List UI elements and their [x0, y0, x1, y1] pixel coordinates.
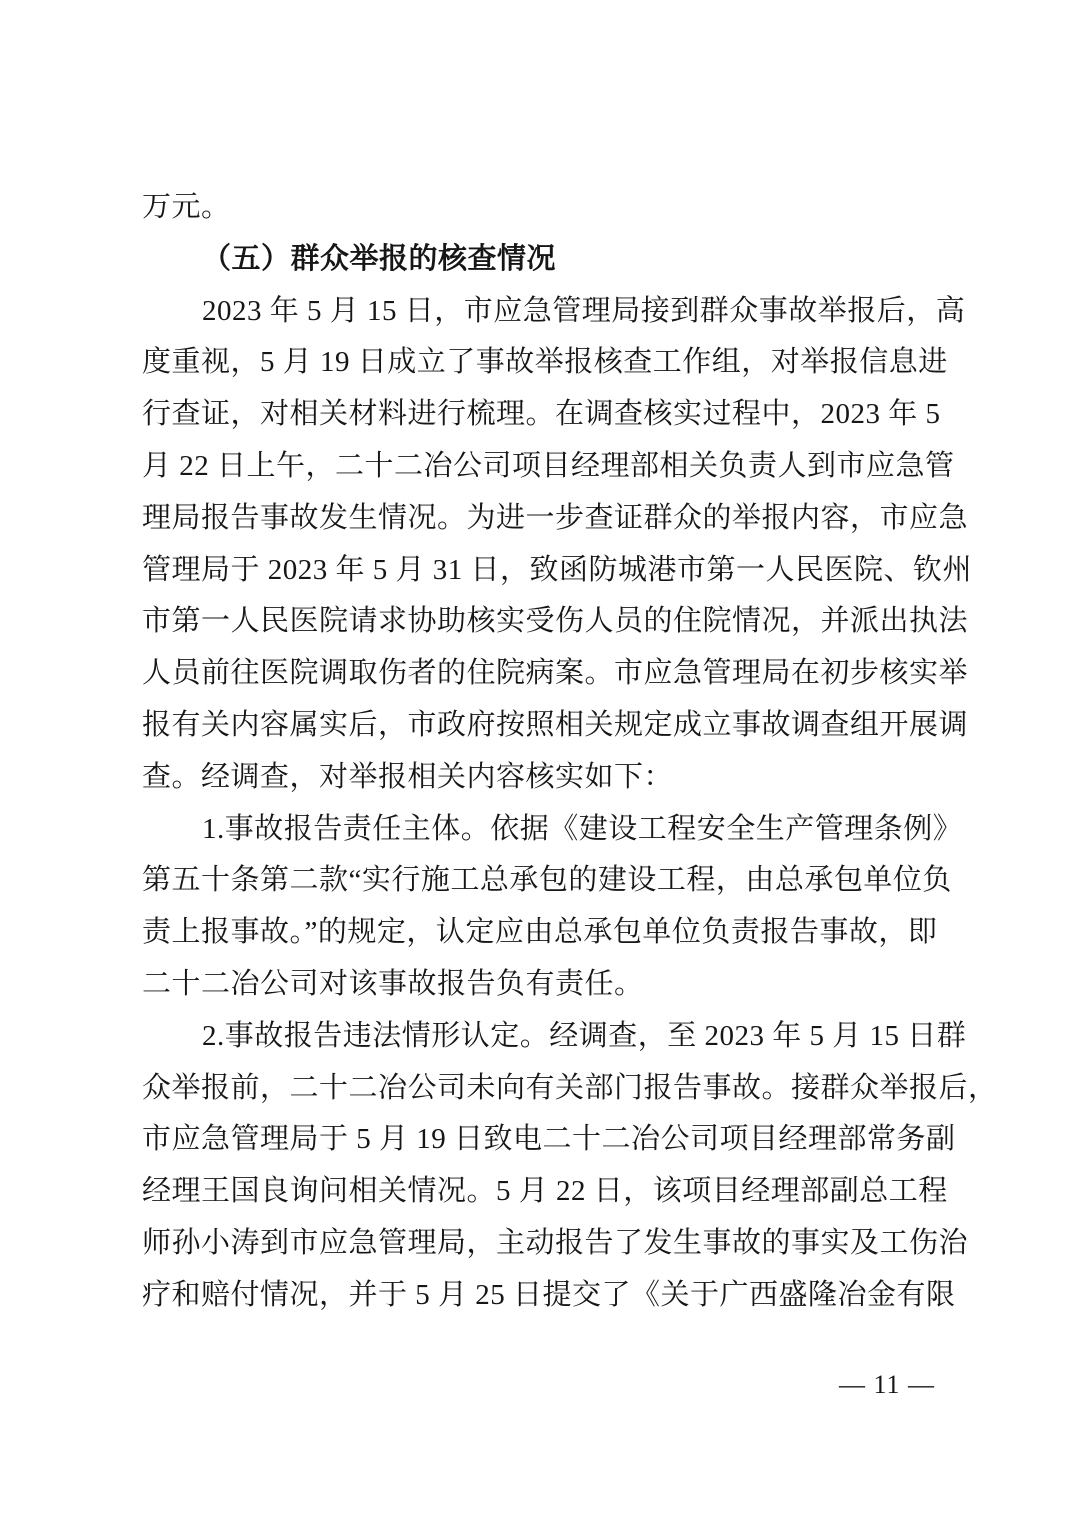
text-line: 师孙小涛到市应急管理局，主动报告了发生事故的事实及工伤治 [142, 1226, 969, 1259]
page-number: — 11 — [838, 1370, 935, 1399]
text-line: 市第一人民医院请求协助核实受伤人员的住院情况，并派出执法 [142, 605, 969, 638]
text-line: 经理王国良询问相关情况。5 月 22 日，该项目经理部副总工程 [142, 1175, 948, 1208]
text-line: 市应急管理局于 5 月 19 日致电二十二冶公司项目经理部常务副 [142, 1123, 956, 1156]
text-line: 万元。 [142, 191, 231, 223]
text-line: 第五十条第二款“实行施工总承包的建设工程，由总承包单位负 [142, 864, 952, 897]
text-line: 人员前往医院调取伤者的住院病案。市应急管理局在初步核实举 [142, 657, 969, 690]
text-line: 查。经调查，对举报相关内容核实如下： [142, 760, 674, 793]
text-line: 理局报告事故发生情况。为进一步查证群众的举报内容，市应急 [142, 501, 969, 534]
section-heading: （五）群众举报的核查情况 [202, 242, 557, 275]
text-line: 管理局于 2023 年 5 月 31 日，致函防城港市第一人民医院、钦州 [142, 553, 973, 586]
text-line: 月 22 日上午，二十二冶公司项目经理部相关负责人到市应急管 [142, 449, 955, 482]
document-body [142, 182, 998, 1322]
text-line: 二十二冶公司对该事故报告负有责任。 [142, 967, 644, 1000]
text-line: 报有关内容属实后，市政府按照相关规定成立事故调查组开展调 [142, 708, 969, 741]
text-line: 疗和赔付情况，并于 5 月 25 日提交了《关于广西盛隆冶金有限 [142, 1278, 956, 1311]
text-line: 责上报事故。”的规定，认定应由总承包单位负责报告事故，即 [142, 916, 938, 949]
text-line: 2023 年 5 月 15 日，市应急管理局接到群众事故举报后，高 [202, 294, 966, 327]
text-line: 众举报前，二十二冶公司未向有关部门报告事故。接群众举报后， [142, 1071, 998, 1104]
text-line: 1.事故报告责任主体。依据《建设工程安全生产管理条例》 [202, 812, 963, 845]
text-line: 2.事故报告违法情形认定。经调查，至 2023 年 5 月 15 日群 [202, 1019, 967, 1052]
text-line: 行查证，对相关材料进行梳理。在调查核实过程中，2023 年 5 [142, 398, 941, 431]
text-line: 度重视，5 月 19 日成立了事故举报核查工作组，对举报信息进 [142, 346, 948, 379]
